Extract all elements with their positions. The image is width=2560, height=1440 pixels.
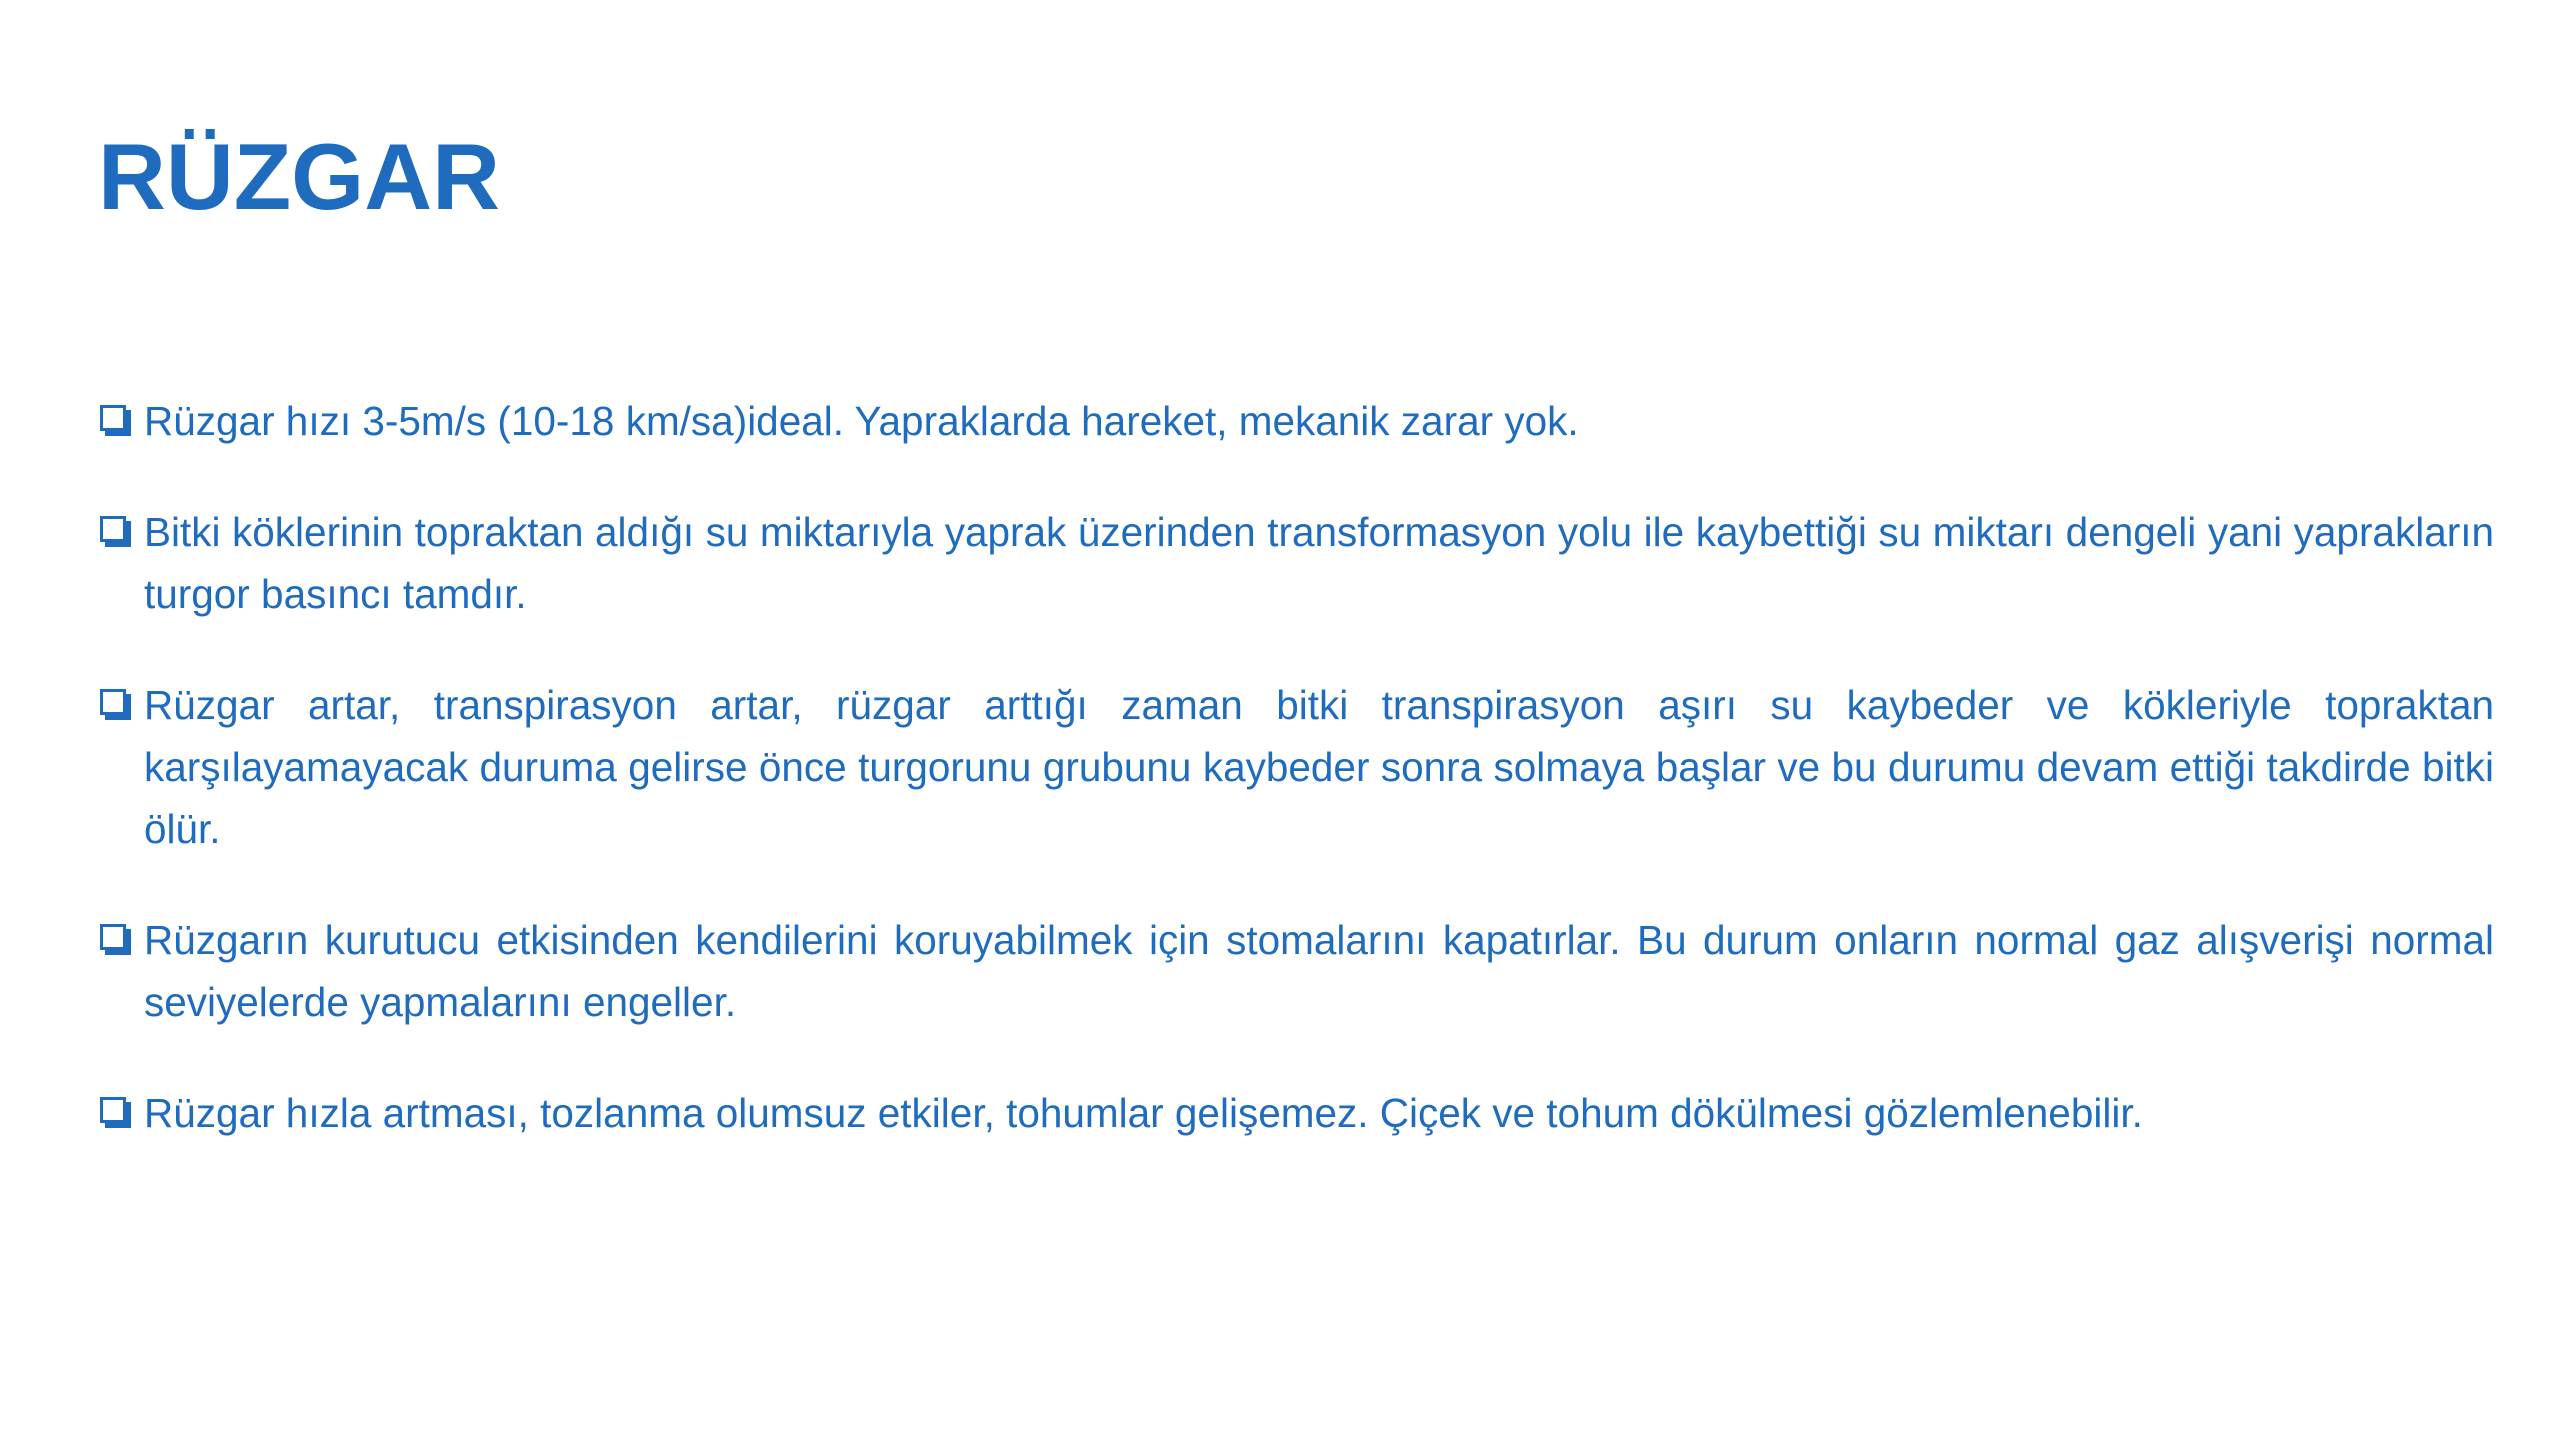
bullet-text: Rüzgarın kurutucu etkisinden kendilerini koruyabilmek için stomalarını kapatırlar. Bu durum onların normal gaz alışverişi normal seviyelerde yapmalarını engeller.: [144, 917, 2494, 1025]
bullet-text: Rüzgar hızla artması, tozlanma olumsuz etkiler, tohumlar gelişemez. Çiçek ve tohum dökülmesi gözlemlenebilir.: [144, 1090, 2143, 1136]
list-item: [98, 909, 2494, 1033]
list-item: [98, 674, 2494, 860]
list-item: [98, 1082, 2494, 1144]
bullet-text: Rüzgar hızı 3-5m/s (10-18 km/sa)ideal. Yapraklarda hareket, mekanik zarar yok.: [144, 398, 1579, 444]
hollow-square-bullet-icon: [100, 405, 126, 431]
bullet-text: Rüzgar artar, transpirasyon artar, rüzgar arttığı zaman bitki transpirasyon aşırı su kaybeder ve kökleriyle topraktan karşılayamayacak duruma gelirse önce turgorunu grubunu kaybeder sonra solmaya başlar ve bu durumu devam ettiği takdirde bitki ölür.: [144, 682, 2494, 852]
hollow-square-bullet-icon: [100, 689, 126, 715]
list-item: [98, 501, 2494, 625]
hollow-square-bullet-icon: [100, 1097, 126, 1123]
bullet-text: Bitki köklerinin topraktan aldığı su miktarıyla yaprak üzerinden transformasyon yolu ile kaybettiği su miktarı dengeli yani yaprakların turgor basıncı tamdır.: [144, 509, 2494, 617]
bullet-list: [98, 390, 2494, 1193]
list-item: [98, 390, 2494, 452]
slide-title: RÜZGAR: [98, 124, 501, 229]
hollow-square-bullet-icon: [100, 924, 126, 950]
hollow-square-bullet-icon: [100, 516, 126, 542]
